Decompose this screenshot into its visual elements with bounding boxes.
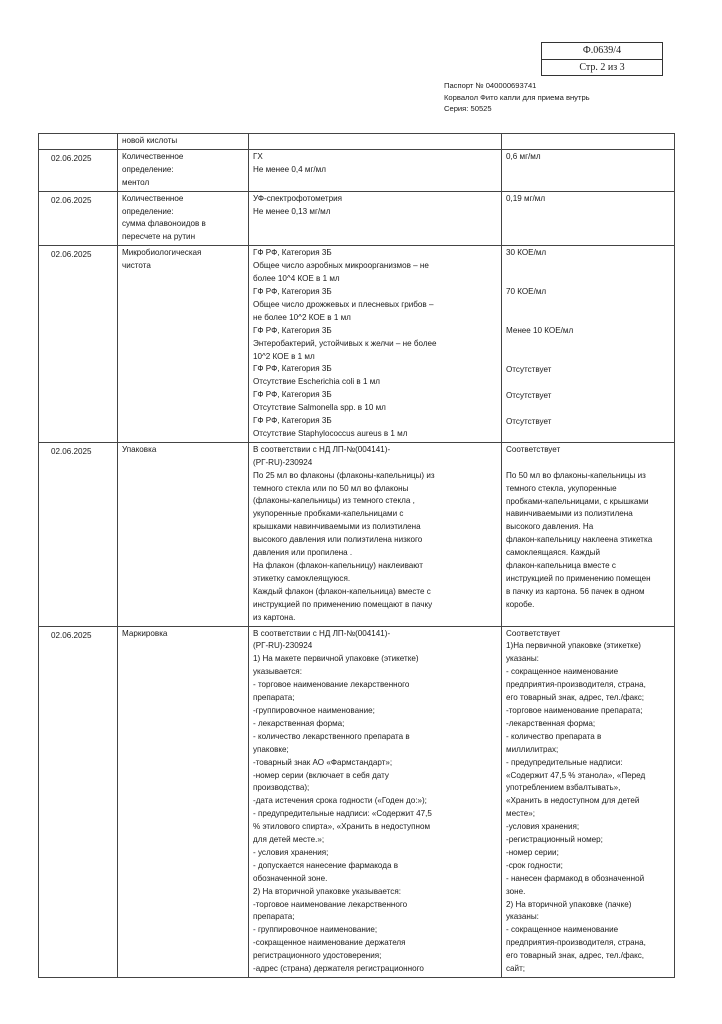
- text-line: - лекарственная форма;: [253, 718, 345, 728]
- text-line: Каждый флакон (флакон-капельница) вместе с: [253, 586, 431, 596]
- test-results-table: [38, 133, 675, 978]
- table-row: [39, 442, 675, 626]
- text-line: УФ-спектрофотометрия: [253, 193, 343, 203]
- text-line: Не менее 0,4 мг/мл: [253, 164, 326, 174]
- text-line: 30 КОЕ/мл: [506, 248, 547, 258]
- text-line: его товарный знак, адрес, тел./факс;: [506, 693, 645, 703]
- text-line: -торговое наименование препарата;: [506, 705, 643, 715]
- text-line: - предупредительные надписи:: [506, 757, 623, 767]
- cell-result: [502, 246, 675, 443]
- text-line: самоклеящаяся. Каждый: [506, 548, 601, 558]
- text-line: для детей месте.»;: [253, 835, 325, 845]
- table-row: [39, 149, 675, 191]
- line-spacer: [506, 273, 670, 286]
- text-line: зоне.: [506, 886, 526, 896]
- line-spacer: [506, 351, 670, 364]
- cell-parameter: [118, 149, 249, 191]
- text-line: ГФ РФ, Категория 3Б: [253, 325, 332, 335]
- text-line: употреблением взбалтывать»,: [506, 783, 621, 793]
- text-line: - сокращенное наименование: [506, 925, 619, 935]
- text-line: упаковке;: [253, 744, 289, 754]
- text-line: укупоренные пробками-капельницами с: [253, 509, 404, 519]
- text-line: -номер серии (включает в себя дату: [253, 770, 389, 780]
- text-line: В соответствии с НД ЛП-№(004141)-: [253, 628, 391, 638]
- text-line: ГФ РФ, Категория 3Б: [253, 390, 332, 400]
- text-line: - количество лекарственного препарата в: [253, 731, 410, 741]
- cell-method-requirement: [249, 134, 502, 150]
- cell-date: [39, 134, 118, 150]
- text-line: сумма флавоноидов в: [122, 219, 206, 229]
- text-line: предприятия-производителя, страна,: [506, 938, 646, 948]
- date-text: 02.06.2025: [51, 195, 92, 205]
- text-line: - сокращенное наименование: [506, 667, 619, 677]
- text-line: крышками навинчиваемыми из полиэтилена: [253, 522, 421, 532]
- text-line: пробками-капельницами, с крышками: [506, 496, 649, 506]
- text-line: Отсутствует: [506, 416, 552, 426]
- text-line: месте»;: [506, 809, 535, 819]
- text-line: предприятия-производителя, страна,: [506, 680, 646, 690]
- text-line: -группировочное наименование;: [253, 705, 375, 715]
- text-line: высокого давления или полиэтилена низкого: [253, 535, 423, 545]
- text-line: По 50 мл во флаконы-капельницы из: [506, 470, 646, 480]
- text-line: не более 10^2 КОЕ в 1 мл: [253, 312, 351, 322]
- text-line: -товарный знак АО «Фармстандарт»;: [253, 757, 393, 767]
- series-number: Серия: 50525: [444, 104, 492, 113]
- text-line: указаны:: [506, 654, 539, 664]
- cell-parameter: [118, 191, 249, 246]
- text-line: Общее число аэробных микроорганизмов – не: [253, 261, 429, 271]
- text-line: обозначенной зоне.: [253, 873, 328, 883]
- line-spacer: [506, 377, 670, 390]
- text-line: Соответствует: [506, 628, 561, 638]
- text-line: (РГ-RU)-230924: [253, 641, 313, 651]
- date-text: 02.06.2025: [51, 630, 92, 640]
- text-line: - торговое наименование лекарственного: [253, 680, 410, 690]
- cell-date: [39, 442, 118, 626]
- line-spacer: [506, 312, 670, 325]
- cell-date: [39, 149, 118, 191]
- passport-number: Паспорт № 040000693741: [444, 81, 537, 90]
- product-name: Корвалол Фито капли для приема внутрь: [444, 92, 590, 102]
- text-line: регистрационного удостоверения;: [253, 951, 382, 961]
- text-line: По 25 мл во флаконы (флаконы-капельницы) из: [253, 470, 435, 480]
- text-line: Количественное: [122, 151, 184, 161]
- text-line: Менее 10 КОЕ/мл: [506, 326, 574, 336]
- text-line: (флаконы-капельницы) из темного стекла ,: [253, 496, 415, 506]
- text-line: В соответствии с НД ЛП-№(004141)-: [253, 444, 391, 454]
- text-line: -дата истечения срока годности («Годен до:»);: [253, 796, 427, 806]
- text-line: Отсутствует: [506, 364, 552, 374]
- text-line: Соответствует: [506, 444, 561, 454]
- cell-method-requirement: [249, 442, 502, 626]
- cell-result: [502, 191, 675, 246]
- cell-method-requirement: [249, 626, 502, 977]
- cell-parameter: [118, 626, 249, 977]
- cell-method-requirement: [249, 191, 502, 246]
- text-line: препарата;: [253, 912, 295, 922]
- text-line: Маркировка: [122, 628, 168, 638]
- text-line: в пачку из картона. 56 пачек в одном: [506, 586, 645, 596]
- text-line: -срок годности;: [506, 860, 563, 870]
- form-code-box: [541, 42, 663, 76]
- text-line: Микробиологическая: [122, 248, 202, 258]
- text-line: 2) На вторичной упаковке (пачке): [506, 899, 632, 909]
- text-line: - нанесен фармакод в обозначенной: [506, 873, 645, 883]
- text-line: Общее число дрожжевых и плесневых грибов –: [253, 299, 434, 309]
- cell-date: [39, 626, 118, 977]
- date-text: 02.06.2025: [51, 446, 92, 456]
- text-line: (РГ-RU)-230924: [253, 457, 313, 467]
- text-line: новой кислоты: [122, 136, 178, 145]
- cell-method-requirement: [249, 246, 502, 443]
- text-line: - количество препарата в: [506, 731, 602, 741]
- text-line: чистота: [122, 261, 151, 271]
- text-line: сайт;: [506, 964, 526, 974]
- text-line: «Содержит 47,5 % этанола», «Перед: [506, 770, 646, 780]
- text-line: ГФ РФ, Категория 3Б: [253, 248, 332, 258]
- text-line: 1) На макете первичной упаковке (этикетке): [253, 654, 419, 664]
- text-line: Не менее 0,13 мг/мл: [253, 206, 331, 216]
- cell-method-requirement: [249, 149, 502, 191]
- text-line: миллилитрах;: [506, 744, 559, 754]
- line-spacer: [506, 299, 670, 312]
- text-line: определение:: [122, 164, 174, 174]
- line-spacer: [506, 260, 670, 273]
- table-body: [39, 134, 675, 978]
- line-spacer: [506, 457, 670, 470]
- text-line: -сокращенное наименование держателя: [253, 938, 406, 948]
- text-line: инструкцией по применению помещен: [506, 574, 651, 583]
- text-line: навинчиваемыми из полиэтилена: [506, 509, 633, 519]
- table-row: [39, 134, 675, 150]
- text-line: Отсутствие Escherichia coli в 1 мл: [253, 377, 381, 387]
- text-line: указывается:: [253, 667, 302, 677]
- cell-parameter: [118, 134, 249, 150]
- text-line: Отсутствует: [506, 390, 552, 400]
- text-line: 1)На первичной упаковке (этикетке): [506, 641, 641, 651]
- text-line: из картона.: [253, 612, 296, 622]
- text-line: -торговое наименование лекарственного: [253, 899, 408, 909]
- text-line: ГХ: [253, 151, 263, 161]
- text-line: препарата;: [253, 693, 295, 703]
- text-line: 10^2 КОЕ в 1 мл: [253, 351, 315, 361]
- text-line: Энтеробактерий, устойчивых к желчи – не более: [253, 338, 437, 348]
- text-line: его товарный знак, адрес, тел./факс,: [506, 951, 645, 961]
- text-line: определение:: [122, 206, 174, 216]
- text-line: 2) На вторичной упаковке указывается:: [253, 886, 401, 896]
- text-line: инструкцией по применению помещают в пачку: [253, 599, 433, 609]
- text-line: ментол: [122, 177, 150, 187]
- cell-result: [502, 626, 675, 977]
- cell-result: [502, 442, 675, 626]
- cell-result: [502, 149, 675, 191]
- text-line: давления или пропилена .: [253, 548, 353, 558]
- text-line: - предупредительные надписи: «Содержит 47,5: [253, 809, 432, 819]
- text-line: «Хранить в недоступном для детей: [506, 796, 640, 806]
- cell-result: [502, 134, 675, 150]
- text-line: высокого давления. На: [506, 522, 594, 532]
- page-number: Стр. 2 из 3: [542, 59, 662, 76]
- text-line: Отсутствие Staphylococcus aureus в 1 мл: [253, 428, 408, 438]
- text-line: этикетку самоклеящуюся.: [253, 573, 351, 583]
- passport-header: [444, 80, 590, 115]
- line-spacer: [506, 338, 670, 351]
- form-code: Ф.0639/4: [582, 45, 622, 56]
- text-line: более 10^4 КОЕ в 1 мл: [253, 274, 340, 284]
- text-line: флакон-капельницу наклеена этикетка: [506, 535, 653, 545]
- text-line: -номер серии;: [506, 847, 559, 857]
- text-line: -условия хранения;: [506, 822, 580, 832]
- text-line: темного стекла или по 50 мл во флаконы: [253, 483, 409, 493]
- text-line: Количественное: [122, 193, 184, 203]
- text-line: Отсутствие Salmonella spp. в 10 мл: [253, 403, 386, 413]
- date-text: 02.06.2025: [51, 153, 92, 163]
- text-line: указаны:: [506, 912, 539, 922]
- text-line: % этилового спирта», «Хранить в недоступном: [253, 822, 431, 832]
- line-spacer: [506, 403, 670, 416]
- text-line: ГФ РФ, Категория 3Б: [253, 364, 332, 374]
- text-line: На флакон (флакон-капельницу) наклеивают: [253, 561, 423, 570]
- cell-parameter: [118, 442, 249, 626]
- text-line: 0,19 мг/мл: [506, 193, 546, 203]
- cell-parameter: [118, 246, 249, 443]
- text-line: ГФ РФ, Категория 3Б: [253, 286, 332, 296]
- text-line: ГФ РФ, Категория 3Б: [253, 416, 332, 426]
- text-line: коробе.: [506, 599, 535, 609]
- text-line: Упаковка: [122, 444, 157, 454]
- table-row: [39, 191, 675, 246]
- text-line: пересчете на рутин: [122, 232, 196, 242]
- text-line: 70 КОЕ/мл: [506, 287, 547, 297]
- date-text: 02.06.2025: [51, 250, 92, 260]
- text-line: флакон-капельница вместе с: [506, 561, 616, 571]
- cell-date: [39, 246, 118, 443]
- text-line: 0,6 мг/мл: [506, 151, 541, 161]
- text-line: - условия хранения;: [253, 847, 329, 857]
- text-line: -регистрационный номер;: [506, 835, 603, 845]
- table-row: [39, 246, 675, 443]
- text-line: -лекарственная форма;: [506, 718, 596, 728]
- text-line: - группировочное наименование;: [253, 925, 378, 935]
- cell-date: [39, 191, 118, 246]
- text-line: - допускается нанесение фармакода в: [253, 860, 398, 870]
- text-line: темного стекла, укупоренные: [506, 483, 617, 493]
- table-row: [39, 626, 675, 977]
- text-line: производства);: [253, 783, 310, 793]
- text-line: -адрес (страна) держателя регистрационного: [253, 964, 424, 974]
